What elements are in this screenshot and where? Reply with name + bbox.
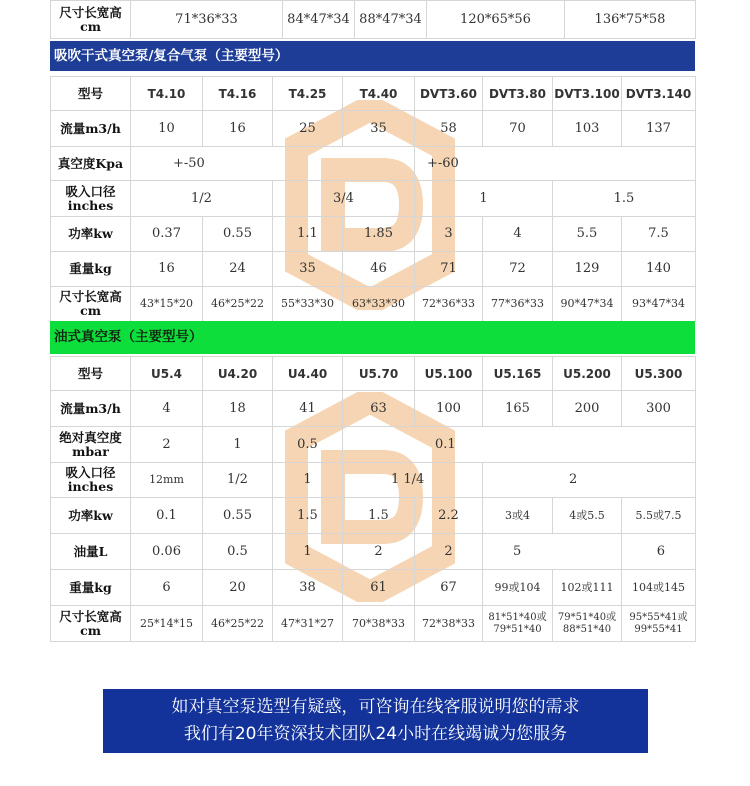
power-cell: 1.85 [343,217,415,252]
flow-cell: 18 [203,391,273,427]
size-cell: 95*55*41或99*55*41 [622,606,696,642]
power-cell: 1.1 [273,217,343,252]
flow-cell: 100 [415,391,483,427]
weight-label: 重量kg [51,252,131,287]
model-row [51,77,696,111]
vacuum-cell: 1 [203,427,273,463]
vacuum-cell: 0.5 [273,427,343,463]
weight-cell: 20 [203,570,273,606]
model-cell: U4.20 [203,357,273,391]
inlet-cell: 1 [273,463,343,498]
vacuum-label: 真空度Kpa [51,147,131,181]
oil-cell: 2 [415,534,483,570]
size-cell: 72*36*33 [415,287,483,322]
power-cell: 4或5.5 [553,498,622,534]
power-cell: 5.5或7.5 [622,498,696,534]
power-cell: 7.5 [622,217,696,252]
flow-cell: 165 [483,391,553,427]
size-cell: 70*38*33 [343,606,415,642]
power-cell: 1.5 [343,498,415,534]
weight-label: 重量kg [51,570,131,606]
size-cell: 71*36*33 [131,1,283,39]
weight-cell: 104或145 [622,570,696,606]
model-cell: DVT3.60 [415,77,483,111]
vacuum-cell: +-60 [415,147,696,181]
top-size-row [50,0,695,39]
size-cell: 88*47*34 [355,1,427,39]
model-cell: U5.300 [622,357,696,391]
weight-cell: 6 [131,570,203,606]
size-cell: 84*47*34 [283,1,355,39]
power-cell: 5.5 [553,217,622,252]
flow-cell: 35 [343,111,415,147]
flow-cell: 25 [273,111,343,147]
weight-cell: 99或104 [483,570,553,606]
banner-line-2: 我们有20年资深技术团队24小时在线竭诚为您服务 [183,724,568,744]
oil-cell: 2 [343,534,415,570]
flow-label: 流量m3/h [51,111,131,147]
oil-cell: 5 [483,534,622,570]
model-cell: T4.25 [273,77,343,111]
size-cell: 79*51*40或88*51*40 [553,606,622,642]
flow-cell: 58 [415,111,483,147]
weight-row [51,252,696,287]
weight-row [51,570,696,606]
vacuum-cell: +-50 [131,147,415,181]
oil-section-title: 油式真空泵（主要型号） [50,321,695,354]
model-cell: T4.10 [131,77,203,111]
inlet-label: 吸入口径inches [51,181,131,217]
size-label: 尺寸长宽高cm [51,287,131,322]
weight-cell: 24 [203,252,273,287]
inlet-cell: 1/2 [131,181,273,217]
inlet-cell: 1 1/4 [343,463,483,498]
flow-label: 流量m3/h [51,391,131,427]
weight-cell: 46 [343,252,415,287]
power-cell: 0.37 [131,217,203,252]
model-cell: U5.165 [483,357,553,391]
power-cell: 0.1 [131,498,203,534]
size-label: 尺寸长宽高cm [51,1,131,39]
weight-cell: 16 [131,252,203,287]
model-cell: DVT3.80 [483,77,553,111]
power-label: 功率kw [51,498,131,534]
size-cell: 81*51*40或79*51*40 [483,606,553,642]
vacuum-cell: 2 [131,427,203,463]
model-cell: T4.16 [203,77,273,111]
flow-cell: 300 [622,391,696,427]
inlet-cell: 3/4 [273,181,415,217]
oil-spec-table [50,356,695,642]
power-row [51,217,696,252]
flow-cell: 10 [131,111,203,147]
model-cell: U5.70 [343,357,415,391]
power-cell: 4 [483,217,553,252]
size-cell: 72*38*33 [415,606,483,642]
model-cell: U5.200 [553,357,622,391]
size-cell: 120*65*56 [427,1,565,39]
flow-row [51,391,696,427]
model-cell: U4.40 [273,357,343,391]
model-label: 型号 [51,77,131,111]
weight-cell: 71 [415,252,483,287]
size-cell: 46*25*22 [203,287,273,322]
power-row [51,498,696,534]
inlet-label: 吸入口径inches [51,463,131,498]
model-cell: U5.4 [131,357,203,391]
dry-spec-table [50,76,695,322]
size-cell: 77*36*33 [483,287,553,322]
vacuum-row [51,427,696,463]
size-label: 尺寸长宽高cm [51,606,131,642]
size-cell: 55*33*30 [273,287,343,322]
model-cell: DVT3.140 [622,77,696,111]
model-row [51,357,696,391]
flow-row [51,111,696,147]
size-cell: 93*47*34 [622,287,696,322]
flow-cell: 200 [553,391,622,427]
oil-row [51,534,696,570]
flow-cell: 103 [553,111,622,147]
flow-cell: 137 [622,111,696,147]
size-row [51,606,696,642]
size-cell: 90*47*34 [553,287,622,322]
dry-section-title: 吸吹干式真空泵/复合气泵（主要型号） [50,41,695,71]
banner-line-1: 如对真空泵选型有疑惑，可咨询在线客服说明您的需求 [171,697,580,717]
size-cell: 43*15*20 [131,287,203,322]
weight-cell: 35 [273,252,343,287]
inlet-row [51,181,696,217]
oil-cell: 6 [622,534,696,570]
model-cell: T4.40 [343,77,415,111]
weight-cell: 72 [483,252,553,287]
power-cell: 0.55 [203,217,273,252]
weight-cell: 102或111 [553,570,622,606]
model-cell: DVT3.100 [553,77,622,111]
vacuum-label: 绝对真空度mbar [51,427,131,463]
flow-cell: 41 [273,391,343,427]
size-cell: 47*31*27 [273,606,343,642]
size-cell: 25*14*15 [131,606,203,642]
oil-cell: 1 [273,534,343,570]
oil-cell: 0.5 [203,534,273,570]
size-cell: 46*25*22 [203,606,273,642]
vacuum-row [51,147,696,181]
size-cell: 63*33*30 [343,287,415,322]
inlet-cell: 1.5 [553,181,696,217]
size-row [51,287,696,322]
model-label: 型号 [51,357,131,391]
flow-cell: 4 [131,391,203,427]
flow-cell: 63 [343,391,415,427]
inlet-row [51,463,696,498]
weight-cell: 129 [553,252,622,287]
inlet-cell: 2 [483,463,696,498]
power-cell: 1.5 [273,498,343,534]
power-cell: 3 [415,217,483,252]
weight-cell: 140 [622,252,696,287]
oil-cell: 0.06 [131,534,203,570]
oil-label: 油量L [51,534,131,570]
size-cell: 136*75*58 [565,1,696,39]
power-cell: 2.2 [415,498,483,534]
flow-cell: 70 [483,111,553,147]
flow-cell: 16 [203,111,273,147]
weight-cell: 38 [273,570,343,606]
vacuum-cell: 0.1 [343,427,696,463]
power-cell: 3或4 [483,498,553,534]
contact-banner [103,689,648,753]
inlet-cell: 1/2 [203,463,273,498]
inlet-cell: 12mm [131,463,203,498]
inlet-cell: 1 [415,181,553,217]
power-cell: 0.55 [203,498,273,534]
power-label: 功率kw [51,217,131,252]
weight-cell: 61 [343,570,415,606]
model-cell: U5.100 [415,357,483,391]
weight-cell: 67 [415,570,483,606]
